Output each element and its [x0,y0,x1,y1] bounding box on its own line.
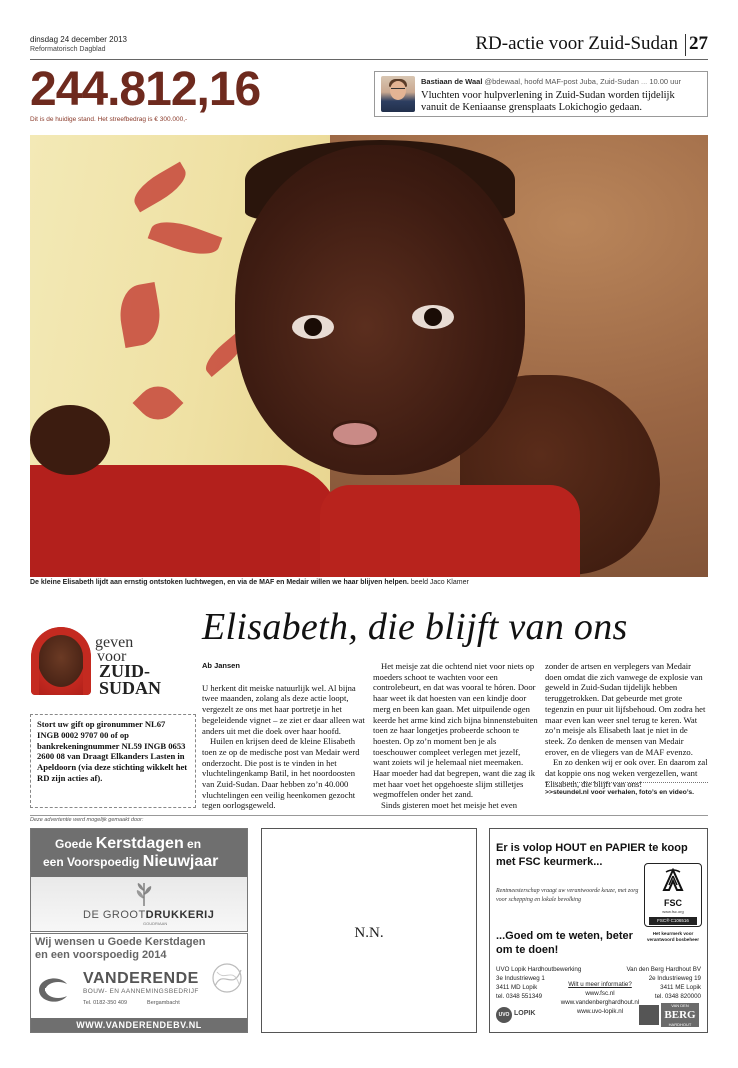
fsc-code: FSC® C106516 [649,917,697,925]
tweet-time: 10.00 uur [649,77,682,86]
main-photo [30,135,708,577]
ad-brand: DE GROOTDRUKKERIJ [83,909,215,921]
wheat-icon [131,881,157,907]
edition-date: dinsdag 24 december 2013 [30,35,127,44]
header-separator [685,34,686,56]
paper-name: Reformatorisch Dagblad [30,46,106,53]
fsc-logo [644,863,702,927]
ad-fsc-headline-2: ...Goed om te weten, beter om te doen! [496,930,633,956]
logo-text-geven: geven [95,634,134,651]
ad-fsc-web-1[interactable]: www.fsc.nl [585,990,615,997]
ad-vanderende[interactable] [30,933,248,1033]
ad-de-groot-drukkerij[interactable] [30,828,248,932]
tweet-handle: @bdewaal, hoofd MAF-post Juba, Zuid-Sudan [484,77,639,86]
berg-icon [639,1005,659,1025]
fsc-url: www.fsc.org [662,909,684,914]
paragraph: Sinds gisteren moet het meisje het even [381,800,518,811]
ad-fsc-info-label: Wilt u meer informatie? [568,981,632,988]
ad-greeting: Wij wensen u Goede Kerstdagen en een voorspoedig 2014 [35,936,206,961]
article-column-3 [545,661,708,789]
ads-divider [30,815,708,816]
ads-note: Deze advertentie werd mogelijk gemaakt door: [30,817,144,823]
photo-caption [30,579,469,586]
logo-text-voor: voor [97,648,127,665]
article-byline: Ab Jansen [202,661,240,670]
ad-company-contact: Tel. 0182-350 409 Bergambacht [83,1000,180,1006]
article-column-2 [373,661,538,811]
ad-website: WWW.VANDERENDEBV.NL [31,1018,247,1032]
link-divider [545,782,708,783]
ad-greeting-line-1: Goede Kerstdagen en [55,835,202,852]
fsc-tree-icon [660,868,686,894]
paragraph: zonder de artsen en verplegers van Medair doen omdat die zich vanwege de explosie van geweld in Zuid-Sudan tijdelijk hebben teruggetrokken. Dat gebeurde met grote tegenzin en puur uit lijfsbehoud. Om zodra het maar even kan weer snel terug te keren. Wat zo’n meisje als Elisabeth laat je niet in de steek. Zo denken de mensen van Medair erover, en de vliegers van de MAF evenzo. [545,661,706,757]
ad-fsc-headline: Er is volop HOUT en PAPIER te koop met FSC keurmerk... [496,842,688,868]
donation-counter: 244.812,16 [30,63,261,116]
paragraph: En zo denken wij er ook over. En daarom zal dat koppie ons nog weken vergezellen, want Elisabeth, die blijft van ons! [545,757,708,789]
ad-fsc-tagline: Rentmeesterschap vraagt uw verantwoorde keuze, met zorg voor schepping en lokale bevolking [496,888,639,903]
ad-company-name: VANDERENDE [83,970,199,987]
header-rule [30,59,708,60]
section-title: RD-actie voor Zuid-Sudan [475,33,678,54]
uvo-lopik-logo: UVO LOPIK [496,1005,536,1025]
ad-fsc-web-3[interactable]: www.uvo-lopik.nl [576,1008,624,1015]
ad-fsc-web-2[interactable]: www.vandenberghardhout.nl [560,999,640,1006]
ad-fsc-address-right: Van den Berg Hardhout BV 2e Industrieweg 19 3411 ME Lopik tel. 0348 820000 [626,966,701,1000]
ad-company-sub: BOUW- EN AANNEMINGSBEDRIJF [83,988,199,995]
fsc-caption: Het keurmerk voor verantwoord bosbeheer [646,931,700,942]
paragraph: U herkent dit meiske natuurlijk wel. Al bijna twee maanden, zolang als deze actie loopt, vergezelt ze ons met haar portretje in het begeleidende vignet – ze ziet er daar alleen wat anders uit met die doek over haar hoofd. [202,682,365,736]
ad-anonymous [261,828,477,1033]
ad-anonymous-text: N.N. [354,925,384,941]
tweet-box [374,71,708,117]
tweet-text: Vluchten voor hulpverlening in Zuid-Sudan worden tijdelijk vanuit de Keniaanse grensplaats Lokichogio gedaan. [421,90,675,113]
ad-greeting-line-2: een Voorspoedig Nieuwjaar [43,853,219,870]
photo-caption-text: De kleine Elisabeth lijdt aan ernstig ontstoken luchtwegen, en via de MAF en Medair willen we haar blijven helpen. [30,579,409,586]
campaign-logo-image [31,627,91,695]
website-link[interactable]: >>steundel.nl voor verhalen, foto’s en video’s. [545,789,695,796]
ad-fsc-address-left: UVO Lopik Hardhoutbewerking 3e Industrieweg 1 3411 MD Lopik tel. 0348 551349 [496,966,582,1000]
tweet-meta: Bastiaan de Waal @bdewaal, hoofd MAF-post Juba, Zuid-Sudan ... 10.00 uur [421,77,682,86]
ad-brand-sub: GOUDRIAAN [143,921,168,926]
photo-credit: beeld Jaco Klamer [410,579,469,586]
logo-text-zuid: ZUID- [99,661,151,681]
vanderende-logo-icon [35,970,71,1006]
paragraph: Het meisje zat die ochtend niet voor niets op moeders schoot te wachten voor een controlebeurt, en dat was vooral te hóren. Door haar weet ik dat hoesten van een kindje door merg en been kan gaan. Met uitpuilende ogen keerde het arme kind zich bijna binnenstebuiten toen ze haar longetjes probeerde schoon te hoesten. Op zo’n moment ben je als toeschouwer compleet verlegen met jezelf, want zoiets wil je helemaal niet meemaken. Haar moeder had dat begrepen, want die zag ik met haar voet het opgehoeste slijm stilletjes wegmoffelen onder het zand. [373,661,538,800]
fsc-word: FSC [664,898,682,908]
tweet-author: Bastiaan de Waal [421,77,483,86]
article-headline: Elisabeth, die blijft van ons [202,606,628,648]
tweet-avatar [381,76,415,112]
ad-fsc[interactable] [489,828,708,1033]
article-column-1 [202,661,367,811]
donation-counter-note: Dit is de huidige stand. Het streefbedrag is € 300.000,- [30,116,188,123]
van-den-berg-logo: VAN DEN BERG HARDHOUT [639,1003,701,1027]
logo-text-sudan: SUDAN [99,678,162,698]
ornament-icon [207,958,247,998]
paragraph: Huilen en krijsen deed de kleine Elisabeth toen ze op de medische post van Medair werd onderzocht. Die post is te vinden in het vluchtelingenkamp Batil, in het noordoosten van Zuid-Sudan. Daar hebben zo’n 40.000 vluchtelingen een veilig heenkomen gezocht tegen oorlogsgeweld. [202,736,360,811]
gift-info-box: Stort uw gift op gironummer NL67 INGB 0002 9707 00 of op bankrekeningnummer NL59 INGB 0653 2600 08 van Draagt Elkanders Lasten in Apeldoorn (via deze stichting wikkelt het RD zijn acties af). [30,714,196,808]
page-number: 27 [689,33,708,54]
